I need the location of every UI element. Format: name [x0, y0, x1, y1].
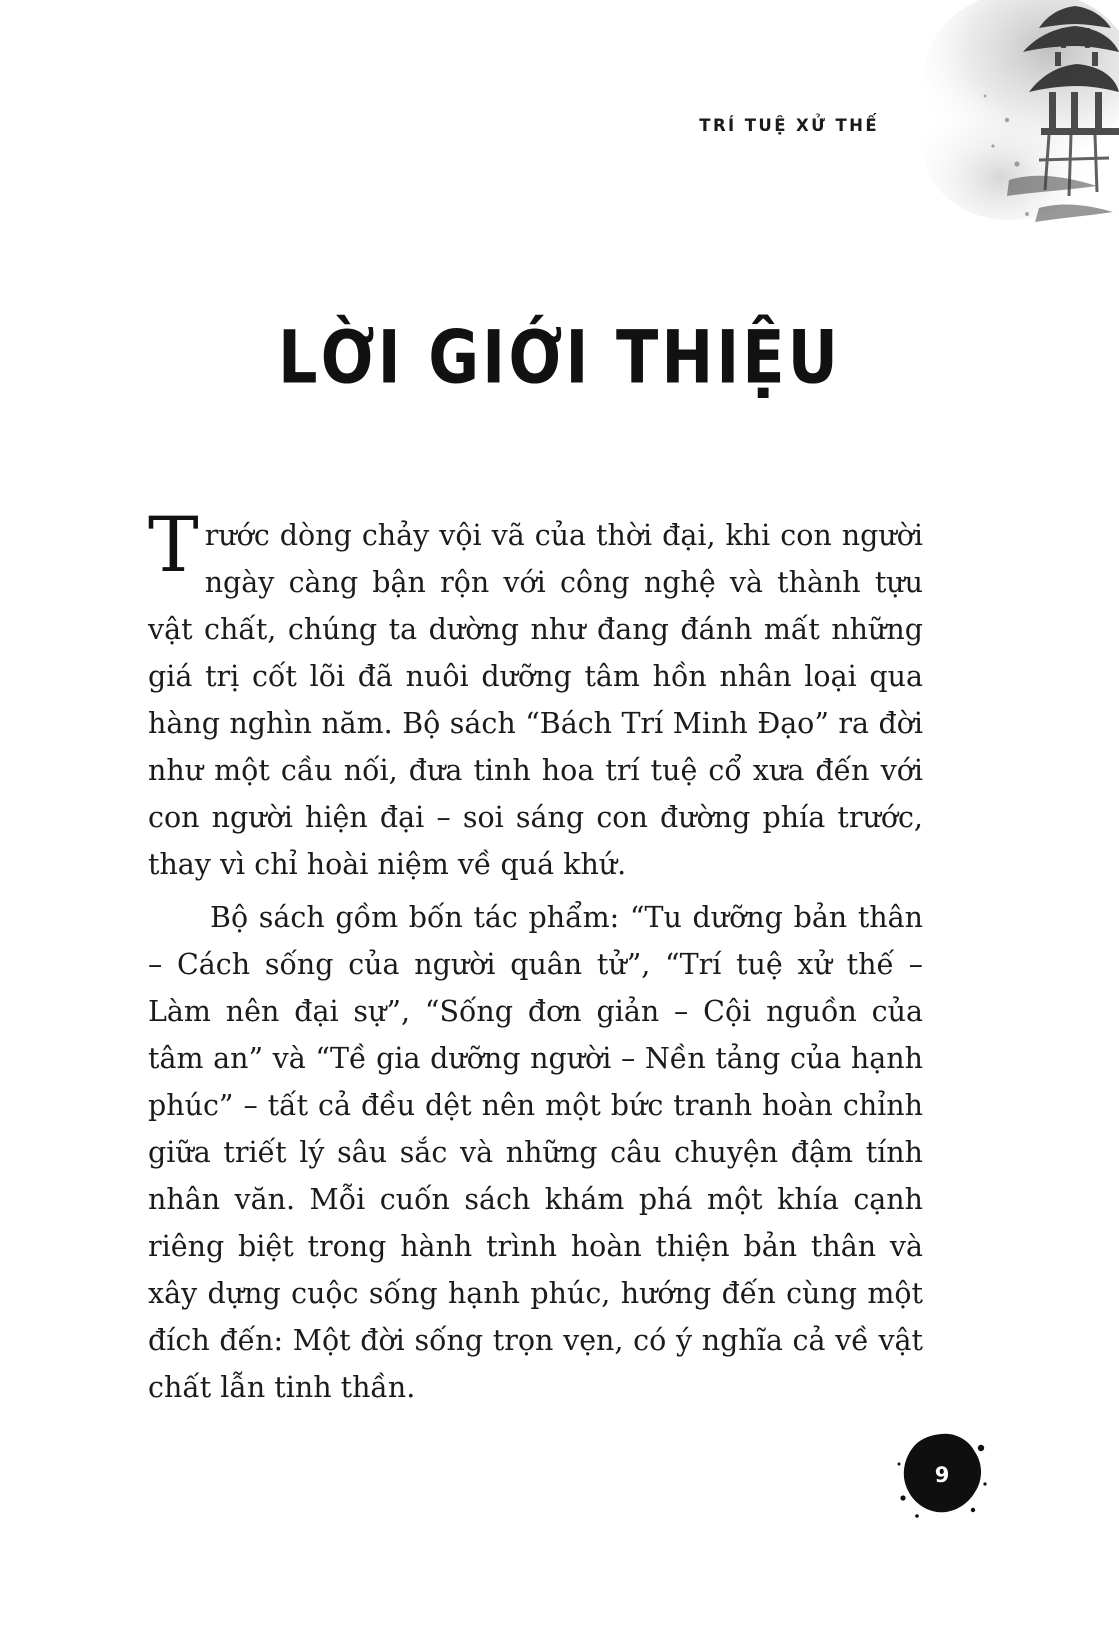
paragraph: Bộ sách gồm bốn tác phẩm: “Tu dưỡng bản thân – Cách sống của người quân tử”, “Trí tuệ xử thế – Làm nên đại sự”, “Sống đơn giản – Cội nguồn của tâm an” và “Tề gia dưỡng người – Nền tảng của hạnh phúc” – tất cả đều dệt nên một bức tranh hoàn chỉnh giữa triết lý sâu sắc và những câu chuyện đậm tính nhân văn. Mỗi cuốn sách khám phá một khía cạnh riêng biệt trong hành trình hoàn thiện bản thân và xây dựng cuộc sống hạnh phúc, hướng đến cùng một đích đến: Một đời sống trọn vẹn, có ý nghĩa cả về vật chất lẫn tinh thần. — [148, 901, 923, 1404]
page-number: 9 — [934, 1463, 950, 1487]
page-title: LỜI GIỚI THIỆU — [277, 313, 842, 400]
ink-pagoda-illustration — [889, 0, 1119, 250]
paragraph: Trước dòng chảy vội vã của thời đại, khi con người ngày càng bận rộn với công nghệ và thành tựu vật chất, chúng ta dường như đang đánh mất những giá trị cốt lõi đã nuôi dưỡng tâm hồn nhân loại qua hàng nghìn năm. Bộ sách “Bách Trí Minh Đạo” ra đời như một cầu nối, đưa tinh hoa trí tuệ cổ xưa đến với con người hiện đại – soi sáng con đường phía trước, thay vì chỉ hoài niệm về quá khứ. — [148, 500, 923, 881]
body-text — [148, 500, 923, 1411]
running-header: TRÍ TUỆ XỬ THẾ — [699, 116, 879, 135]
page-number-blot — [895, 1428, 987, 1520]
